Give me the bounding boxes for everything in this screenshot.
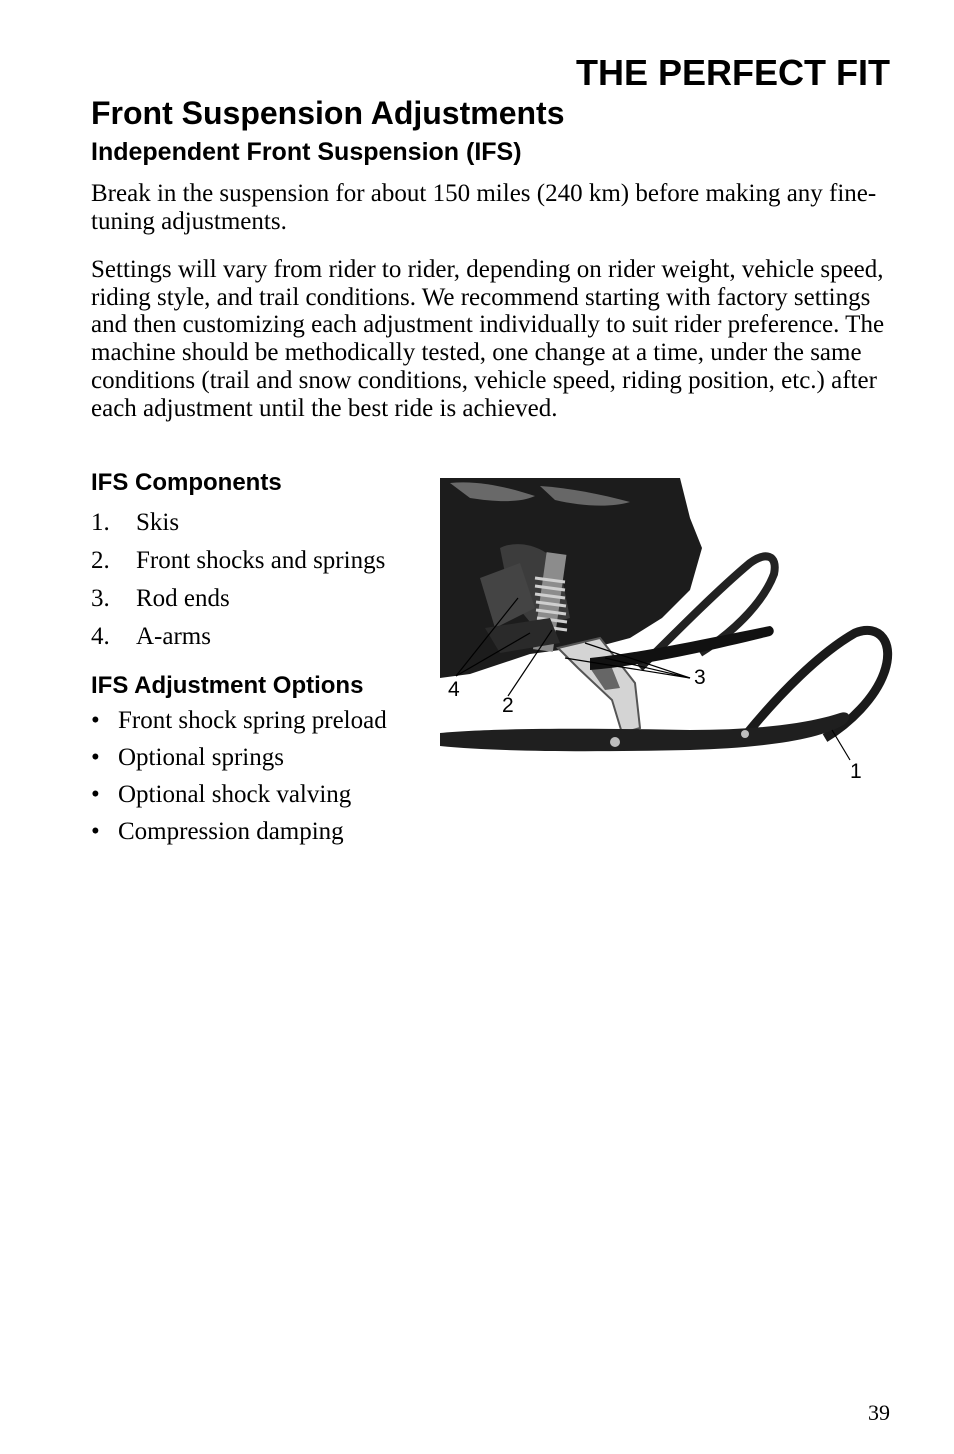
list-number: 4. [91,623,110,650]
intro-paragraph: Break in the suspension for about 150 miles (240 km) before making any fine-tuning adjustments. [91,180,877,235]
list-number: 2. [91,547,110,574]
ifs-figure [440,478,900,813]
callout-3: 3 [694,666,706,689]
subheading: Independent Front Suspension (IFS) [91,138,522,166]
callout-4: 4 [448,678,460,701]
bullet: • [91,781,100,808]
list-text: Front shocks and springs [136,547,386,574]
section-header: THE PERFECT FIT [576,52,890,93]
page-title: Front Suspension Adjustments [91,95,565,131]
callout-1: 1 [850,760,862,783]
options-heading: IFS Adjustment Options [91,672,364,699]
list-number: 3. [91,585,110,612]
list-text: Skis [136,509,180,536]
list-text: Rod ends [136,585,230,612]
list-text: Optional shock valving [118,781,352,808]
list-text: A-arms [136,623,211,650]
page-number: 39 [868,1400,890,1425]
list-text: Optional springs [118,744,284,771]
list-text: Front shock spring preload [118,707,387,734]
list-number: 1. [91,509,110,536]
bullet: • [91,818,100,845]
bullet: • [91,707,100,734]
components-heading: IFS Components [91,469,282,496]
bullet: • [91,744,100,771]
list-text: Compression damping [118,818,344,845]
callout-2: 2 [502,694,514,717]
settings-paragraph: Settings will vary from rider to rider, depending on rider weight, vehicle speed, riding style, and trail conditions. We recommend starting with factory settings and then customizing each adjustment individually to suit rider preference. The machine should be methodically tested, one change at a time, under the same conditions (trail and snow conditions, vehicle speed, riding position, etc.) after each adjustment until the best ride is achieved. [91,256,885,422]
